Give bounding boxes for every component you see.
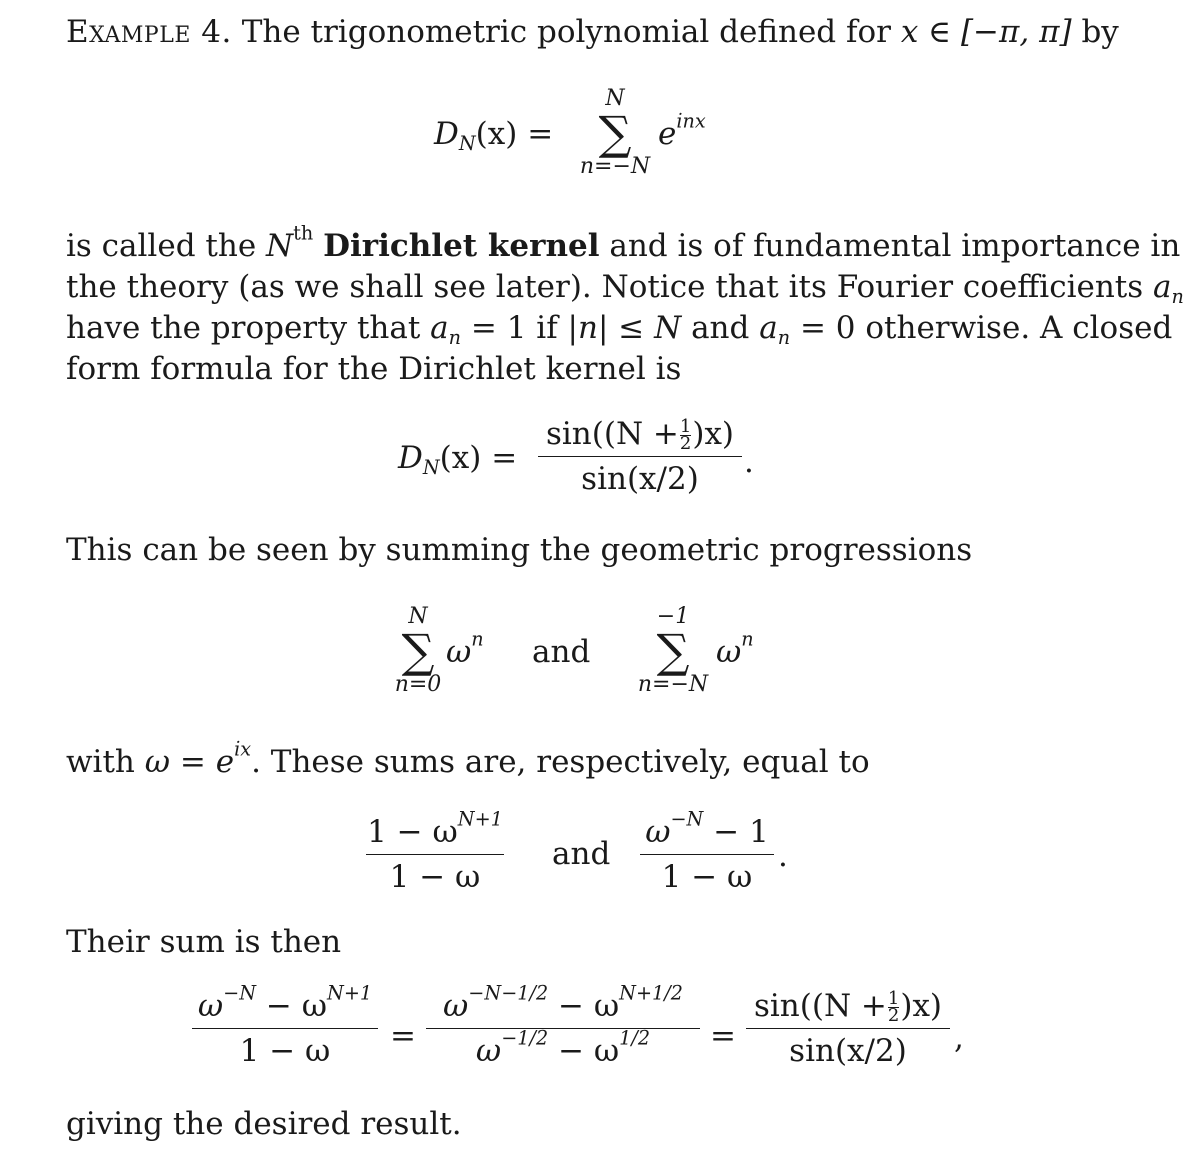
by-word: by — [1081, 14, 1119, 50]
eq1-lhs-arg: (x) = — [475, 116, 554, 152]
eq3-s1-term: ω — [446, 634, 472, 670]
p1-line3-d: = 0 otherwise. A closed — [799, 310, 1173, 346]
eq5-f2-num-a: ω — [443, 988, 469, 1024]
eq3-s2-lower: n=−N — [637, 672, 709, 697]
eq3-and: and — [532, 634, 591, 670]
p3-text-b: . These sums are, respectively, equal to — [251, 744, 870, 780]
p1-line4: form formula for the Dirichlet kernel is — [66, 351, 682, 387]
eq3-s2-sigma: ∑ — [656, 624, 690, 678]
eq5-fraction-3 — [746, 986, 950, 1071]
eq2-lhs-sub: N — [422, 455, 440, 479]
eq2-half-num: 1 — [679, 416, 692, 437]
p1-text-b: and is of fundamental importance in — [609, 228, 1181, 264]
eq5-f3-den: sin(x/2) — [789, 1033, 907, 1069]
eq5-f2-bar — [426, 1028, 700, 1029]
eq1-term: e — [658, 116, 677, 152]
eq5-half — [887, 988, 900, 1026]
eq5-tail: , — [954, 1020, 964, 1056]
p1-line3-an-sub: n — [448, 325, 462, 349]
eq2-tail: . — [744, 444, 754, 480]
paragraph-conclusion — [66, 1104, 1146, 1145]
eq5-f1-sup2: N+1 — [327, 981, 373, 1005]
eq4-f2-num-sup: −N — [670, 807, 704, 831]
eq2-lhs-arg: (x) = — [439, 440, 518, 476]
eq2-den: sin(x/2) — [581, 461, 699, 497]
eq5-half-den: 2 — [887, 1005, 900, 1026]
paragraph-their-sum — [66, 922, 1146, 963]
eq5-f2-mid: − ω — [558, 988, 620, 1024]
eq3-s1-upper: N — [408, 604, 428, 629]
intro-text: The trigonometric polynomial defined for — [241, 14, 891, 50]
eq1-sigma-symbol: ∑ — [598, 106, 632, 160]
eq3-s1-sup: n — [471, 627, 484, 651]
example-heading — [66, 12, 1146, 53]
eq2-fraction — [538, 414, 742, 499]
paragraph-with-omega — [66, 737, 1146, 783]
p1-line3-an: a — [430, 310, 449, 346]
eq2-lhs: D — [398, 440, 423, 476]
eq1-term-sup: inx — [676, 109, 706, 133]
p1-line3-an2: a — [759, 310, 778, 346]
eq2-half — [679, 416, 692, 454]
paragraph-geometric — [66, 530, 1146, 571]
p3-e: e — [215, 744, 235, 780]
p1-line2: the theory (as we shall see later). Notice that its Fourier coefficients — [66, 269, 1144, 305]
eq4-fraction-2 — [640, 807, 774, 897]
eq3-s1-sigma: ∑ — [401, 624, 435, 678]
p1-line3-b: = 1 if — [470, 310, 558, 346]
p1-line3-an2-sub: n — [777, 325, 791, 349]
eq5-f3-num-b: )x) — [900, 988, 943, 1024]
eq5-f2-den-sup2: 1/2 — [619, 1026, 651, 1050]
p3-omega: ω — [144, 744, 171, 780]
eq5-equals-2: = — [710, 1018, 736, 1054]
eq5-f1-num-a: ω — [197, 988, 224, 1024]
eq2-num-b: )x) — [692, 416, 735, 452]
p1-line3-a: have the property that — [66, 310, 421, 346]
eq4-f1-den: 1 − ω — [389, 859, 481, 895]
eq4-f1-num: 1 − ω — [367, 814, 458, 850]
eq5-equals-1: = — [390, 1018, 416, 1054]
p1-th: th — [293, 221, 314, 245]
eq4-f1-bar — [366, 854, 504, 855]
eq3-s2-term: ω — [716, 634, 742, 670]
eq1-lhs-sub: N — [458, 131, 476, 155]
p3-equals: = — [179, 744, 206, 780]
eq1-lhs: D — [434, 116, 459, 152]
eq4-tail: . — [778, 838, 788, 874]
eq5-f1-bar — [192, 1028, 378, 1029]
eq5-f2-sup1: −N−1/2 — [468, 981, 549, 1005]
eq5-f1-mid: − ω — [265, 988, 328, 1024]
p1-line3-abs: |n| ≤ N — [567, 310, 682, 346]
eq4-f2-num-b: − 1 — [713, 814, 769, 850]
eq4-f1-num-sup: N+1 — [457, 807, 503, 831]
paragraph-dirichlet-definition — [66, 221, 1184, 390]
eq5-f3-bar — [746, 1028, 950, 1029]
p1-dirichlet-kernel-bold: Dirichlet kernel — [323, 228, 600, 264]
eq1-lower-limit: n=−N — [579, 154, 651, 179]
p4-text: Their sum is then — [66, 924, 342, 960]
p5-text: giving the desired result. — [66, 1106, 462, 1142]
eq4-f2-bar — [640, 854, 774, 855]
eq3-s2-upper: −1 — [656, 604, 690, 629]
eq5-half-num: 1 — [887, 988, 900, 1009]
p1-line3-c: and — [691, 310, 750, 346]
eq5-f2-den-a: ω — [475, 1033, 502, 1069]
domain-math: x ∈ [−π, π] — [900, 14, 1072, 50]
eq1-upper-limit: N — [605, 86, 625, 111]
p1-an-sub: n — [1171, 284, 1184, 308]
p1-text-a: is called the — [66, 228, 257, 264]
eq4-f2-den: 1 − ω — [661, 859, 753, 895]
eq2-num-a: sin((N + — [545, 416, 679, 452]
eq2-half-den: 2 — [679, 433, 692, 454]
p3-with: with — [66, 744, 135, 780]
eq4-f2-num: ω — [645, 814, 671, 850]
eq5-f1-den: 1 − ω — [239, 1033, 331, 1069]
eq4-and: and — [552, 836, 611, 872]
example-label: Example 4. — [66, 14, 232, 50]
eq5-f2-sup2: N+1/2 — [619, 981, 683, 1005]
eq5-f2-den-mid: − ω — [558, 1033, 620, 1069]
eq5-fraction-2 — [426, 981, 700, 1071]
p2-text: This can be seen by summing the geometric progressions — [66, 532, 973, 568]
eq5-f3-num-a: sin((N + — [753, 988, 887, 1024]
eq5-f2-den-sup1: −1/2 — [501, 1026, 549, 1050]
eq5-fraction-1 — [192, 981, 378, 1071]
eq3-s1-lower: n=0 — [394, 672, 442, 697]
p3-e-sup: ix — [234, 737, 252, 761]
p1-N: N — [266, 228, 294, 264]
p1-an: a — [1153, 269, 1172, 305]
eq4-fraction-1 — [366, 807, 504, 897]
eq5-f1-sup1: −N — [223, 981, 257, 1005]
eq3-s2-sup: n — [741, 627, 754, 651]
eq2-fraction-bar — [538, 456, 742, 457]
